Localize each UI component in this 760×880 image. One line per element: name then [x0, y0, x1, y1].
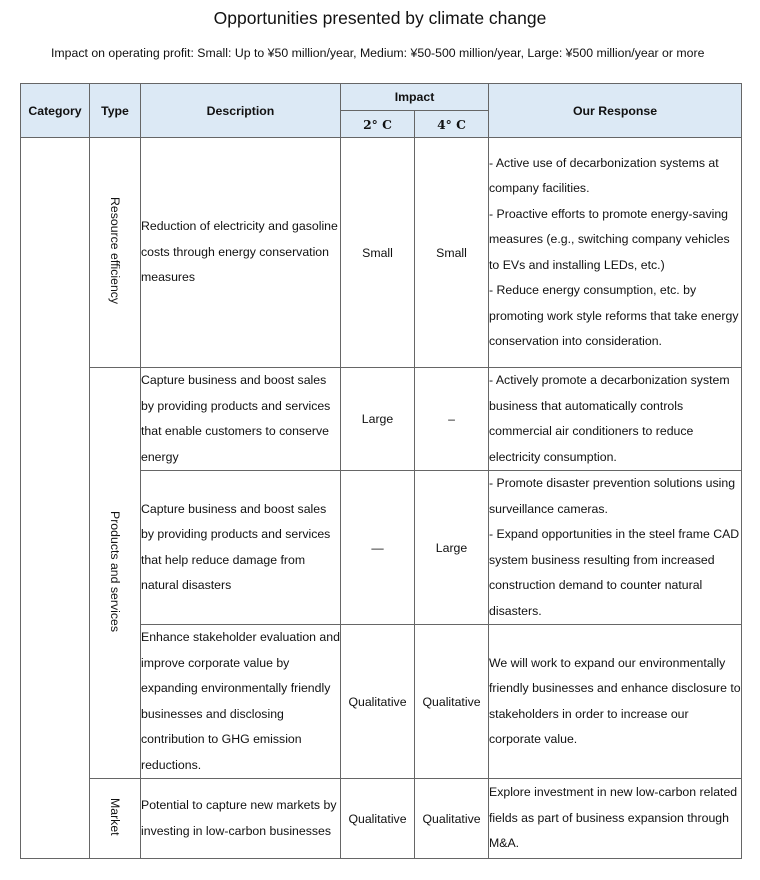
impact-4c-cell: – — [415, 368, 489, 471]
header-row-1 — [21, 84, 742, 111]
type-label: Resource efficiency — [108, 197, 122, 305]
header-response: Our Response — [489, 84, 742, 138]
description-cell: Capture business and boost sales by providing products and services that help reduce damage from natural disasters — [141, 471, 341, 625]
header-description: Description — [141, 84, 341, 138]
header-impact: Impact — [341, 84, 489, 111]
impact-4c-cell: Large — [415, 471, 489, 625]
response-item: - Expand opportunities in the steel frame CAD system business resulting from increased construction demand to counter natural disasters. — [489, 527, 740, 618]
impact-2c-cell: — — [341, 471, 415, 625]
response-item: We will work to expand our environmentally friendly businesses and enhance disclosure to stakeholders in order to increase our corporate value. — [489, 655, 741, 746]
impact-4c-cell: Small — [415, 138, 489, 368]
header-impact-4c: 4° C — [415, 111, 489, 138]
description-cell: Capture business and boost sales by providing products and services that enable customers to conserve energy — [141, 368, 341, 471]
response-item: - Proactive efforts to promote energy-saving measures (e.g., switching company vehicles to EVs and installing LEDs, etc.) — [489, 206, 730, 272]
response-item: - Promote disaster prevention solutions using surveillance cameras. — [489, 476, 736, 516]
impact-2c-cell: Qualitative — [341, 779, 415, 859]
impact-4c-cell: Qualitative — [415, 779, 489, 859]
response-cell — [489, 138, 742, 368]
response-cell — [489, 368, 742, 471]
type-cell-resource-efficiency — [90, 138, 141, 368]
response-cell — [489, 625, 742, 779]
response-item: - Reduce energy consumption, etc. by promoting work style reforms that take energy conservation into consideration. — [489, 283, 739, 348]
table-row — [21, 138, 742, 368]
type-cell-market — [90, 779, 141, 859]
impact-scale-note: Impact on operating profit: Small: Up to ¥50 million/year, Medium: ¥50-500 million/year, Large: ¥500 million/year or more — [51, 46, 705, 60]
response-cell — [489, 471, 742, 625]
header-type: Type — [90, 84, 141, 138]
header-category: Category — [21, 84, 90, 138]
impact-4c-cell: Qualitative — [415, 625, 489, 779]
category-cell — [21, 138, 90, 859]
page-title: Opportunities presented by climate change — [213, 8, 547, 28]
table-row — [21, 779, 742, 859]
type-label: Products and services — [108, 511, 122, 632]
response-item: - Active use of decarbonization systems at company facilities. — [489, 155, 719, 195]
description-cell: Potential to capture new markets by investing in low-carbon businesses — [141, 779, 341, 859]
type-label: Market — [108, 798, 122, 836]
opportunities-table — [20, 83, 742, 859]
description-cell: Enhance stakeholder evaluation and improve corporate value by expanding environmentally friendly businesses and disclosing contribution to GHG emission reductions. — [141, 625, 341, 779]
header-impact-2c: 2° C — [341, 111, 415, 138]
table-row — [21, 368, 742, 471]
response-item: - Actively promote a decarbonization system business that automatically controls commercial air conditioners to reduce electricity consumption. — [489, 373, 730, 464]
response-cell — [489, 779, 742, 859]
description-cell: Reduction of electricity and gasoline costs through energy conservation measures — [141, 138, 341, 368]
response-item: Explore investment in new low-carbon related fields as part of business expansion through M&A. — [489, 785, 738, 851]
type-cell-products-services — [90, 368, 141, 779]
impact-2c-cell: Small — [341, 138, 415, 368]
impact-2c-cell: Qualitative — [341, 625, 415, 779]
impact-2c-cell: Large — [341, 368, 415, 471]
